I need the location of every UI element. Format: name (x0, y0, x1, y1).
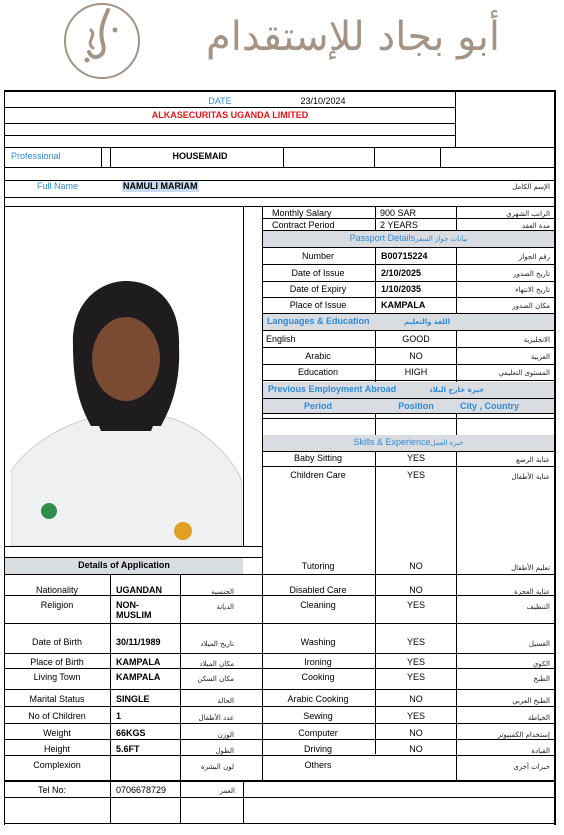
skill-row-value: NO (409, 561, 423, 571)
skill-row-value: YES (406, 453, 425, 463)
skill-row-ar: الخياطة (527, 714, 550, 722)
skill-row-ar: التنظيف (526, 603, 550, 611)
application-row-value: KAMPALA (116, 657, 161, 667)
skill-row-label: Washing (300, 637, 336, 647)
language-row-value: GOOD (402, 334, 430, 344)
application-row-value: UGANDAN (116, 585, 162, 595)
period-value: 2 YEARS (380, 220, 418, 230)
application-row-label: Nationality (35, 585, 79, 595)
application-row-label: Weight (43, 728, 71, 738)
application-row-value: SINGLE (116, 694, 150, 704)
application-title: Details of Application (78, 560, 170, 570)
application-row-label: Date of Birth (31, 637, 83, 647)
passport-title: Passport Detailsبيانات جواز السفر (349, 233, 468, 243)
tel-value: 0706678729 (116, 785, 167, 795)
application-row-value: 66KGS (116, 728, 146, 738)
skill-row-value: NO (409, 728, 423, 738)
skill-row-label: Arabic Cooking (287, 694, 349, 704)
application-row-ar: الحالة (217, 697, 234, 705)
brand-logo (63, 0, 141, 82)
application-row-value: NON- MUSLIM (116, 600, 152, 620)
skill-row-label: Others (304, 760, 332, 770)
salary-label: Monthly Salary (272, 208, 332, 218)
language-row-label: Arabic (305, 351, 331, 361)
language-row-value: NO (409, 351, 423, 361)
skill-row-label: Cooking (301, 672, 335, 682)
passport-row-ar: مكان الصدور (512, 302, 550, 310)
professional-label: Professional (11, 151, 61, 161)
language-row-ar: العربية (530, 353, 550, 361)
fullname-value: NAMULI MARIAM (123, 181, 198, 191)
salary-ar: الراتب الشهري (506, 210, 550, 218)
skill-row-value: YES (406, 672, 425, 682)
passport-row-ar: تاريخ الانتهاء (515, 286, 550, 294)
passport-row-value: 1/10/2035 (381, 284, 422, 294)
logo-emblem-icon (63, 0, 141, 82)
skill-row-label: Disabled Care (289, 585, 347, 595)
application-row-label: Living Town (33, 672, 81, 682)
application-row-ar: لون البشرة (200, 763, 234, 771)
skill-row-ar: الطبخ (533, 675, 550, 683)
professional-value: HOUSEMAID (172, 151, 228, 161)
salary-value: 900 SAR (380, 208, 417, 218)
application-row-value: 1 (116, 711, 122, 721)
skill-row-value: YES (406, 470, 425, 480)
application-row-label: No of Children (28, 711, 86, 721)
skill-row-ar: القيادة (531, 747, 550, 755)
employment-title-ar: خبرة خارج البلاد (429, 386, 484, 394)
skill-row-value: YES (406, 600, 425, 610)
skill-row-value: YES (406, 637, 425, 647)
application-row-label: Height (43, 744, 70, 754)
agency-name: ALKASECURITAS UGANDA LIMITED (151, 110, 309, 120)
skill-row-value: NO (409, 694, 423, 704)
skill-row-ar: خبرات أخرى (513, 763, 550, 771)
skill-row-value: NO (409, 744, 423, 754)
skill-row-label: Children Care (290, 470, 346, 480)
passport-row-ar: تاريخ الصدور (513, 270, 550, 278)
skill-row-value: YES (406, 657, 425, 667)
skill-row-value: NO (409, 585, 423, 595)
application-row-label: Religion (40, 600, 74, 610)
passport-row-value: B00715224 (381, 251, 428, 261)
language-row-label: English (266, 334, 296, 344)
application-row-value: KAMPALA (116, 672, 161, 682)
application-row-ar: مكان الميلاد (199, 660, 234, 668)
passport-row-label: Date of Expiry (289, 284, 347, 294)
skill-row-label: Baby Sitting (293, 453, 343, 463)
applicant-photo (11, 241, 242, 546)
application-row-ar: تاريخ الميلاد (200, 640, 234, 648)
application-row-label: Complexion (33, 760, 81, 770)
date-label: DATE (208, 96, 232, 106)
passport-row-label: Number (301, 251, 334, 261)
skill-row-ar: عناية الأطفال (511, 473, 550, 481)
skill-row-value: YES (406, 711, 425, 721)
passport-row-value: 2/10/2025 (381, 268, 422, 278)
skill-row-ar: الكوي (532, 660, 550, 668)
application-row-ar: الطول (215, 747, 234, 755)
application-row-label: Marital Status (29, 694, 85, 704)
skills-title: Skills & Experienceخبرة العمل (353, 437, 464, 447)
employment-col-position: Position (398, 401, 434, 411)
passport-row-label: Place of Issue (289, 300, 347, 310)
skill-row-ar: الغسيل (528, 640, 550, 648)
language-row-ar: الانجليزية (523, 336, 550, 344)
application-row-ar: الوزن (217, 731, 234, 739)
skill-row-ar: تعليم الأطفال (511, 564, 550, 572)
application-row-label: Place of Birth (30, 657, 84, 667)
passport-row-label: Date of Issue (291, 268, 345, 278)
tel-ar: العمر (219, 787, 235, 795)
fullname-label: Full Name (37, 181, 79, 191)
passport-row-value: KAMPALA (381, 300, 426, 310)
brand-title-arabic: أبو بجاد للإستقدام (205, 14, 500, 60)
languages-title-ar: اللغة والتعليم (404, 318, 450, 326)
employment-title: Previous Employment Abroad (268, 384, 397, 394)
language-row-ar: المستوى التعليمي (498, 369, 550, 377)
skill-row-label: Tutoring (301, 561, 335, 571)
skill-row-label: Cleaning (300, 600, 336, 610)
period-ar: مدة العقد (522, 222, 550, 230)
tel-label: Tel No: (38, 785, 67, 795)
application-row-ar: مكان السكن (197, 675, 234, 683)
language-row-label: Education (297, 367, 339, 377)
skill-row-label: Driving (303, 744, 332, 754)
skill-row-label: Sewing (303, 711, 333, 721)
languages-title: Languages & Education (267, 316, 370, 326)
language-row-value: HIGH (404, 367, 428, 377)
application-row-ar: الجنسية (211, 588, 234, 596)
skill-row-ar: الطبخ العربي (512, 697, 550, 705)
skill-row-ar: إستخدام الكمبيوتر (497, 731, 550, 739)
period-label: Contract Period (272, 220, 335, 230)
application-row-value: 5.6FT (116, 744, 140, 754)
employment-col-city: City , Country (460, 401, 520, 411)
date-value: 23/10/2024 (300, 96, 346, 106)
fullname-ar: الإسم الكامل (512, 183, 550, 191)
application-row-ar: الديانة (216, 603, 234, 611)
application-row-ar: عدد الأطفال (198, 714, 234, 722)
skill-row-ar: عناية الرضع (516, 456, 550, 464)
skill-row-label: Computer (298, 728, 338, 738)
skill-row-ar: عناية العجزة (514, 588, 550, 596)
employment-col-period: Period (303, 401, 332, 411)
passport-row-ar: رقم الجواز (518, 253, 550, 261)
application-row-value: 30/11/1989 (116, 637, 161, 647)
skill-row-label: Ironing (304, 657, 332, 667)
